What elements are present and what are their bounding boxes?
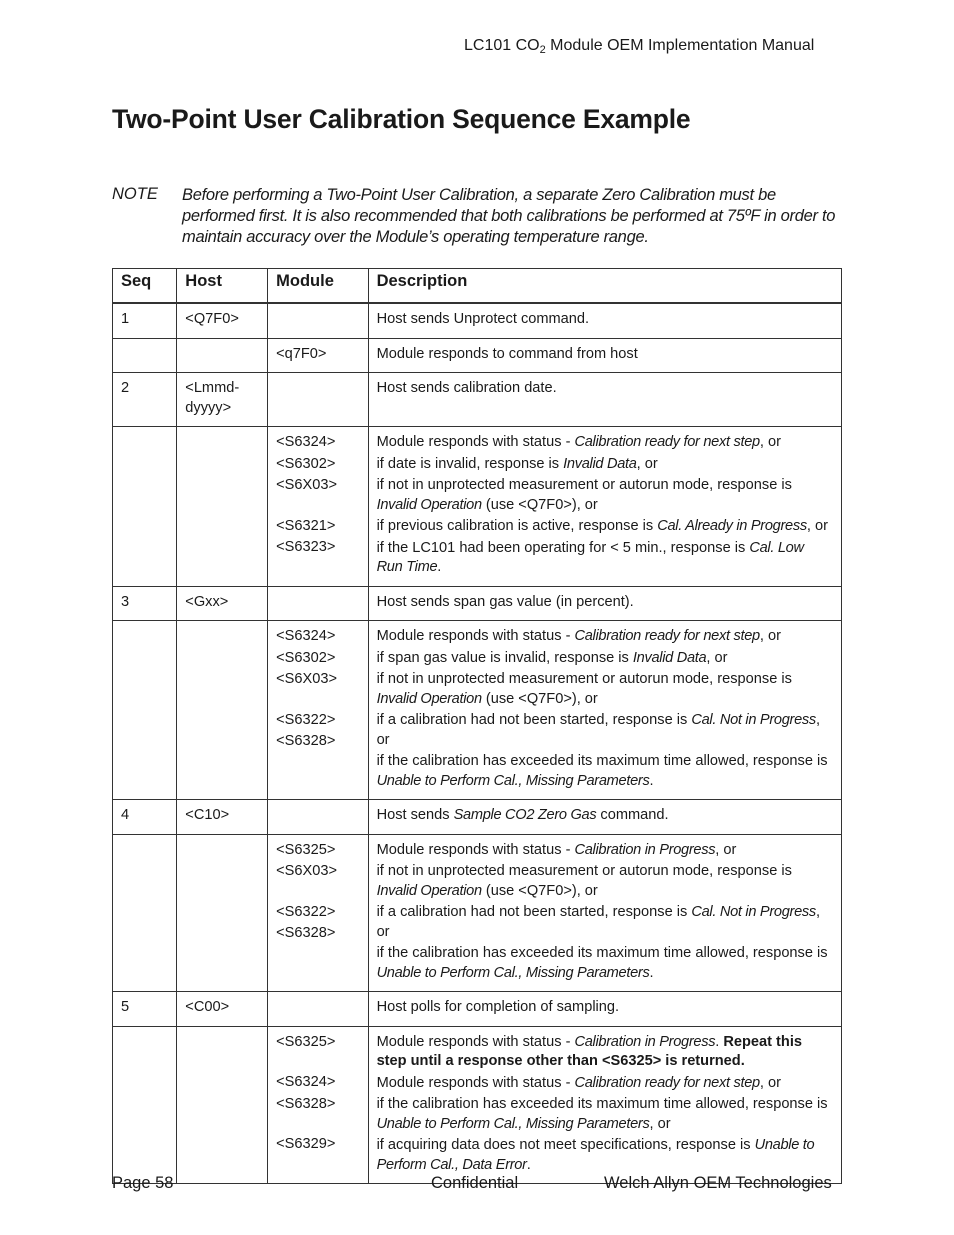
host-cell — [177, 427, 268, 587]
description-cell: Host sends calibration date. — [368, 373, 841, 427]
seq-cell: 3 — [113, 586, 177, 621]
module-code: <S6329> — [276, 1136, 336, 1152]
description-line: if the LC101 had been operating for < 5 min., response is Cal. Low Run Time. — [376, 539, 804, 575]
module-code: <S6322> — [276, 711, 336, 728]
note-label: NOTE — [112, 185, 158, 203]
header-host: Host — [177, 269, 268, 304]
table-row — [113, 1026, 842, 1184]
table-row — [113, 834, 842, 992]
module-cell — [268, 621, 368, 800]
seq-cell — [113, 1026, 177, 1184]
module-cell: <q7F0> — [268, 338, 368, 373]
footer-company: Welch Allyn OEM Technologies — [604, 1174, 832, 1192]
table-row — [113, 373, 842, 427]
module-cell — [268, 586, 368, 621]
host-cell: <Gxx> — [177, 586, 268, 621]
module-code: <S6325> — [276, 841, 336, 858]
description-line: if not in unprotected measurement or autorun mode, response is Invalid Operation (use <Q7F0>), or — [376, 863, 792, 899]
description-line: if a calibration had not been started, response is Cal. Not in Progress, or — [376, 904, 820, 940]
header-seq: Seq — [113, 269, 177, 304]
host-cell — [177, 1026, 268, 1184]
module-code: <S6325> — [276, 1033, 336, 1050]
page-title: Two-Point User Calibration Sequence Example — [112, 104, 691, 134]
module-code: <S6X03> — [276, 863, 338, 879]
seq-cell: 4 — [113, 800, 177, 835]
table-row — [113, 303, 842, 338]
description-cell — [368, 1026, 841, 1184]
description-line: if previous calibration is active, response is Cal. Already in Progress, or — [376, 518, 828, 534]
manual-header: LC101 $CO_2$ Module OEM Implementation Manual — [464, 37, 815, 56]
description-line: Module responds with status - Calibration in Progress. Repeat this step until a response other than <S6325> is returned. — [376, 1033, 802, 1069]
host-cell: <Q7F0> — [177, 303, 268, 338]
host-cell — [177, 338, 268, 373]
module-cell — [268, 800, 368, 835]
module-code: <S6321> — [276, 517, 336, 534]
description-line: if span gas value is invalid, response is Invalid Data, or — [376, 649, 728, 666]
description-line: Module responds with status - Calibration in Progress, or — [376, 841, 737, 858]
description-line: if the calibration has exceeded its maximum time allowed, response is Unable to Perform Cal., Missing Parameters, or — [376, 1096, 828, 1132]
module-code: <S6X03> — [276, 671, 338, 687]
host-cell — [177, 834, 268, 992]
module-code: <S6X03> — [276, 477, 338, 493]
description-line: if acquiring data does not meet specifications, response is Unable to Perform Cal., Data Error. — [376, 1137, 815, 1173]
seq-cell: 2 — [113, 373, 177, 427]
description-line: Module responds with status - Calibration ready for next step, or — [376, 628, 781, 644]
host-cell: <C10> — [177, 800, 268, 835]
seq-cell — [113, 834, 177, 992]
header-description: Description — [368, 269, 841, 304]
seq-cell: 1 — [113, 303, 177, 338]
description-line: Module responds with status - Calibration ready for next step, or — [376, 1074, 781, 1091]
module-code: <S6302> — [276, 649, 336, 666]
module-cell — [268, 834, 368, 992]
table-row — [113, 621, 842, 800]
description-cell: Host polls for completion of sampling. — [368, 992, 841, 1027]
description-line: if date is invalid, response is Invalid Data, or — [376, 455, 658, 472]
module-cell — [268, 1026, 368, 1184]
table-row — [113, 338, 842, 373]
seq-cell — [113, 338, 177, 373]
module-cell — [268, 427, 368, 587]
table-row — [113, 992, 842, 1027]
description-line: if not in unprotected measurement or autorun mode, response is Invalid Operation (use <Q7F0>), or — [376, 477, 792, 513]
seq-cell — [113, 427, 177, 587]
module-code: <S6328> — [276, 733, 336, 749]
module-code: <S6302> — [276, 455, 336, 472]
description-cell — [368, 834, 841, 992]
table-row — [113, 586, 842, 621]
module-cell — [268, 992, 368, 1027]
note-text: Before performing a Two-Point User Calibration, a separate Zero Calibration must be performed first. It is also recommended that both calibrations be performed at 75ºF in order to maintain accuracy over the Module’s operating temperature range. — [182, 186, 836, 246]
description-line: if not in unprotected measurement or autorun mode, response is Invalid Operation (use <Q7F0>), or — [376, 671, 792, 707]
table-header-row — [113, 269, 842, 304]
description-cell: Host sends Unprotect command. — [368, 303, 841, 338]
table-row — [113, 427, 842, 587]
table-row — [113, 800, 842, 835]
description-line: if the calibration has exceeded its maximum time allowed, response is Unable to Perform Cal., Missing Parameters. — [376, 753, 828, 789]
host-cell — [177, 621, 268, 800]
module-code: <S6323> — [276, 539, 336, 555]
footer-page-number: Page 58 — [112, 1174, 174, 1192]
module-code: <S6324> — [276, 1074, 336, 1090]
description-cell — [368, 621, 841, 800]
module-code: <S6324> — [276, 628, 336, 644]
description-line: if the calibration has exceeded its maximum time allowed, response is Unable to Perform Cal., Missing Parameters. — [376, 945, 828, 981]
host-cell: <Lmmd-dyyyy> — [177, 373, 268, 427]
module-cell — [268, 303, 368, 338]
header-module: Module — [268, 269, 368, 304]
module-cell — [268, 373, 368, 427]
module-code: <S6328> — [276, 925, 336, 941]
calibration-sequence-table — [112, 268, 842, 1184]
description-line: if a calibration had not been started, response is Cal. Not in Progress, or — [376, 712, 820, 748]
seq-cell — [113, 621, 177, 800]
module-code: <S6328> — [276, 1095, 336, 1112]
seq-cell: 5 — [113, 992, 177, 1027]
module-code: <S6322> — [276, 903, 336, 920]
module-code: <S6324> — [276, 434, 336, 450]
description-line: Module responds with status - Calibration ready for next step, or — [376, 434, 781, 450]
footer-confidential: Confidential — [431, 1174, 519, 1192]
description-cell — [368, 427, 841, 587]
description-cell: Module responds to command from host — [368, 338, 841, 373]
description-cell: Host sends span gas value (in percent). — [368, 586, 841, 621]
host-cell: <C00> — [177, 992, 268, 1027]
description-cell: Host sends Sample CO2 Zero Gas command. — [368, 800, 841, 835]
